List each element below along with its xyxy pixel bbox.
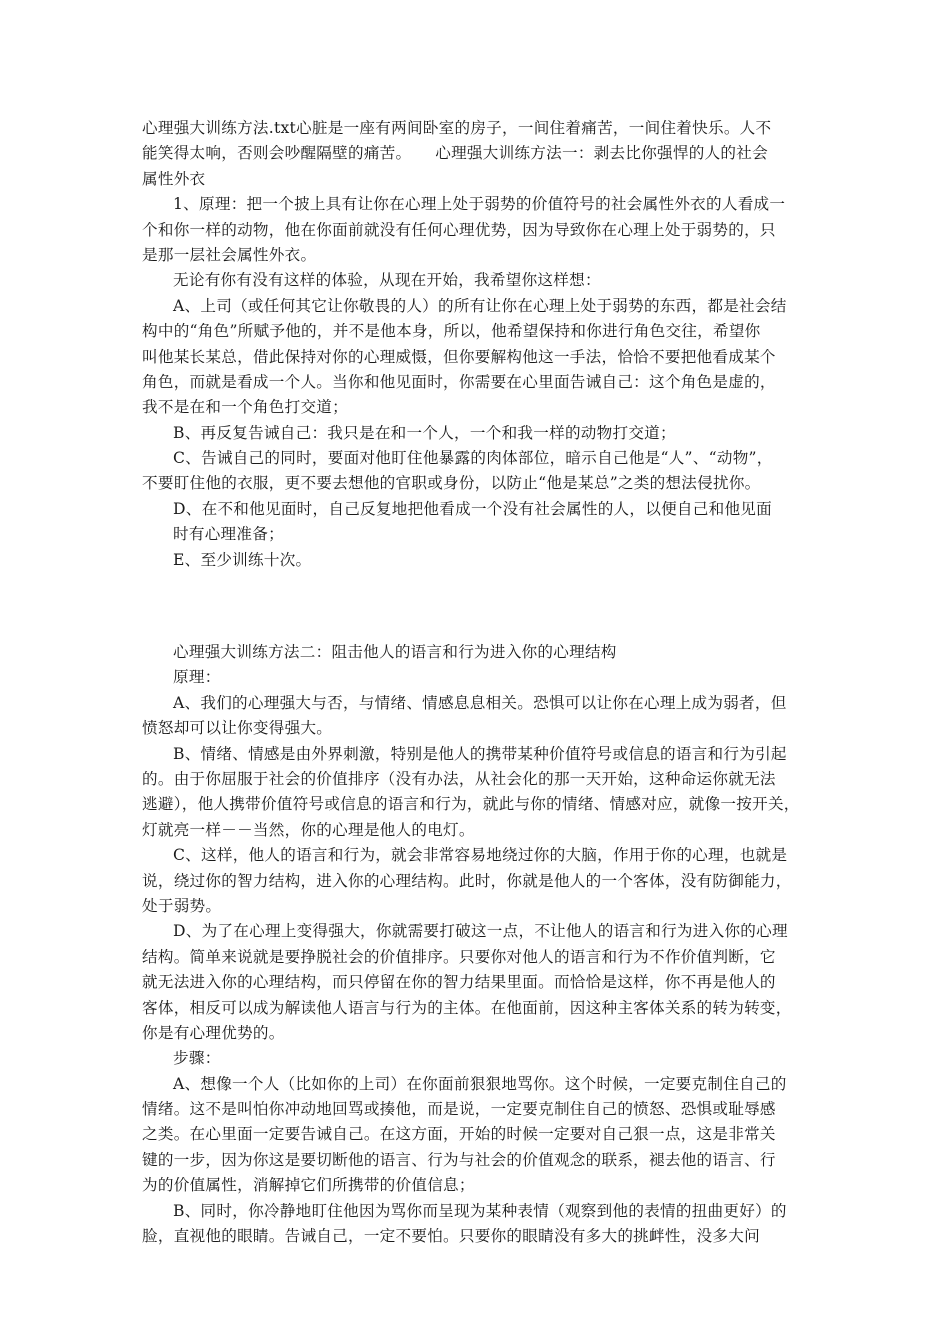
text-line: C、告诫自己的同时，要面对他盯住他暴露的肉体部位，暗示自己他是“人”、“动物”， — [173, 449, 773, 468]
text-line: 时有心理准备； — [173, 525, 284, 544]
text-line: 步骤： — [173, 1049, 221, 1068]
text-line: A、上司（或任何其它让你敬畏的人）的所有让你在心理上处于弱势的东西，都是社会结 — [173, 296, 787, 315]
text-line: 结构。简单来说就是要挣脱社会的价值排序。只要你对他人的语言和行为不作价值判断，它 — [142, 947, 776, 966]
text-line: 角色，而就是看成一个人。当你和他见面时，你需要在心里面告诫自己：这个角色是虚的， — [142, 372, 776, 391]
text-line: 个和你一样的动物，他在你面前就没有任何心理优势，因为导致你在心理上处于弱势的，只 — [142, 220, 776, 239]
text-line: 能笑得太响，否则会吵醒隔壁的痛苦。 心理强大训练方法一：剥去比你强悍的人的社会 — [142, 144, 768, 163]
text-line: 就无法进入你的心理结构，而只停留在你的智力结果里面。而恰恰是这样，你不再是他人的 — [142, 973, 776, 992]
text-line: C、这样，他人的语言和行为，就会非常容易地绕过你的大脑，作用于你的心理，也就是 — [173, 846, 788, 865]
text-line: 愤怒却可以让你变得强大。 — [142, 719, 333, 738]
text-line: B、同时，你冷静地盯住他因为骂你而呈现为某种表情（观察到他的表情的扭曲更好）的 — [173, 1201, 787, 1220]
text-line: D、在不和他见面时，自己反复地把他看成一个没有社会属性的人，以便自己和他见面 — [173, 499, 772, 518]
document-page — [142, 116, 812, 1249]
text-line: A、想像一个人（比如你的上司）在你面前狠狠地骂你。这个时候，一定要克制住自己的 — [173, 1074, 787, 1093]
text-line: 脸，直视他的眼睛。告诫自己，一定不要怕。只要你的眼睛没有多大的挑衅性，没多大问 — [142, 1227, 760, 1246]
text-line: 原理： — [173, 668, 221, 687]
text-line: 为的价值属性，消解掉它们所携带的价值信息； — [142, 1176, 475, 1195]
text-line: 叫他某长某总，借此保持对你的心理威慑，但你要解构他这一手法，恰恰不要把他看成某个 — [142, 347, 776, 366]
text-line: 不要盯住他的衣服，更不要去想他的官职或身份，以防止“他是某总”之类的想法侵扰你。 — [142, 474, 761, 493]
section-heading: 心理强大训练方法二：阻击他人的语言和行为进入你的心理结构 — [173, 643, 617, 662]
text-line: 客体，相反可以成为解读他人语言与行为的主体。在他面前，因这种主客体关系的转为转变， — [142, 998, 792, 1017]
text-line: 之类。在心里面一定要告诫自己。在这方面，开始的时候一定要对自己狠一点，这是非常关 — [142, 1125, 776, 1144]
text-line: A、我们的心理强大与否，与情绪、情感息息相关。恐惧可以让你在心理上成为弱者，但 — [173, 693, 787, 712]
text-line: 我不是在和一个角色打交道； — [142, 398, 348, 417]
text-line: B、再反复告诫自己：我只是在和一个人，一个和我一样的动物打交道； — [173, 423, 676, 442]
text-line: 灯就亮一样－－当然，你的心理是他人的电灯。 — [142, 820, 475, 839]
text-line: 属性外衣 — [142, 169, 206, 188]
text-line: 键的一步，因为你这是要切断他的语言、行为与社会的价值观念的联系，褪去他的语言、行 — [142, 1150, 776, 1169]
text-line: 无论有你有没有这样的体验，从现在开始，我希望你这样想： — [173, 271, 601, 290]
text-line: 你是有心理优势的。 — [142, 1023, 285, 1042]
text-line: 逃避），他人携带价值符号或信息的语言和行为，就此与你的情绪、情感对应，就像一按开关， — [142, 795, 800, 814]
text-line: D、为了在心理上变得强大，你就需要打破这一点，不让他人的语言和行为进入你的心理 — [173, 922, 788, 941]
text-line: 1、原理：把一个披上具有让你在心理上处于弱势的价值符号的社会属性外衣的人看成一 — [173, 195, 786, 214]
text-line: E、至少训练十次。 — [173, 550, 312, 569]
text-line: 构中的“角色”所赋予他的，并不是他本身，所以，他希望保持和你进行角色交往，希望你 — [142, 322, 761, 341]
text-line: 的。由于你屈服于社会的价值排序（没有办法，从社会化的那一天开始，这种命运你就无法 — [142, 769, 776, 788]
text-line: 说，绕过你的智力结构，进入你的心理结构。此时，你就是他人的一个客体，没有防御能力， — [142, 871, 792, 890]
text-line: 处于弱势。 — [142, 896, 222, 915]
section-spacer — [142, 573, 812, 640]
text-line: 是那一层社会属性外衣。 — [142, 245, 317, 264]
section-method-one — [142, 116, 812, 573]
section-method-two — [142, 640, 812, 1249]
text-line: 心理强大训练方法.txt心脏是一座有两间卧室的房子，一间住着痛苦，一间住着快乐。人不 — [142, 119, 772, 137]
text-line: 情绪。这不是叫怕你冲动地回骂或揍他，而是说，一定要克制住自己的愤怒、恐惧或耻辱感 — [142, 1100, 776, 1119]
text-line: B、情绪、情感是由外界刺激，特别是他人的携带某种价值符号或信息的语言和行为引起 — [173, 744, 787, 763]
